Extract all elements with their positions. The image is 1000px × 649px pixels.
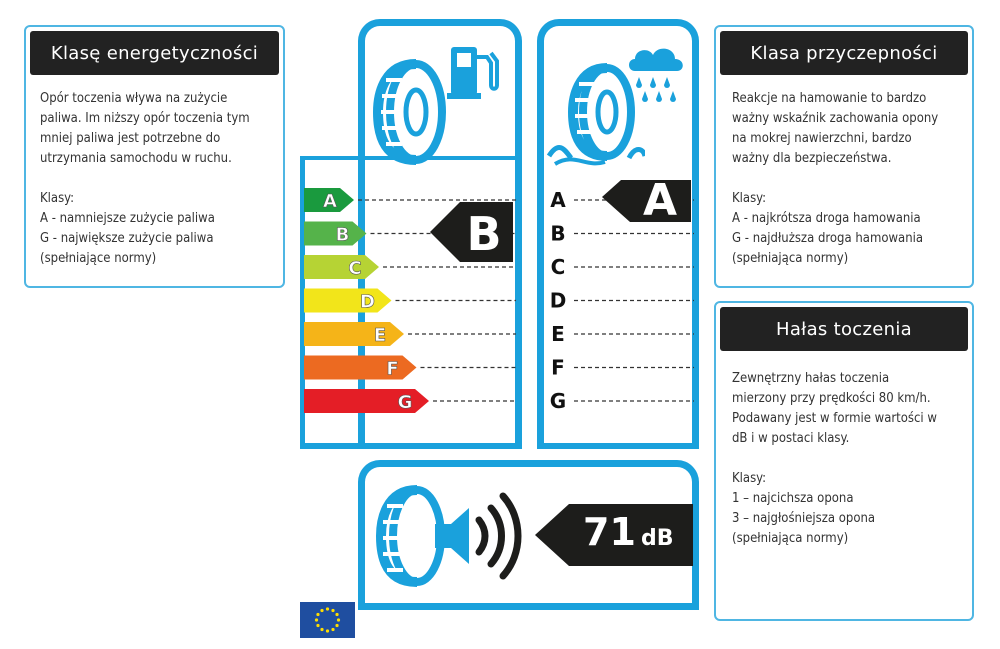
wet-panel-floor xyxy=(537,443,699,449)
noise-panel-floor xyxy=(358,603,699,610)
eu-flag-icon xyxy=(300,602,355,638)
rain-cloud-icon xyxy=(625,43,687,107)
eu-star xyxy=(316,624,319,627)
wet-rating-letter: A xyxy=(642,175,678,226)
energy-info-title: Klasę energetyczności xyxy=(30,31,279,75)
fuel-class-label-g: G xyxy=(397,392,413,413)
noise-db-unit: dB xyxy=(640,526,674,551)
noise-info-text: Zewnętrzny hałas toczenia mierzony przy prędkości 80 km/h. Podawany jest w formie wartości w dB i w postaci klasy. Klasy: 1 – najcichsza opona 3 – najgłośniejsza opona (spełniająca normy) xyxy=(732,371,937,546)
energy-info-box xyxy=(24,25,285,288)
speaker-waves-icon xyxy=(435,486,525,586)
noise-info-box xyxy=(714,301,974,621)
eu-star xyxy=(331,609,334,612)
wet-class-label-a: A xyxy=(550,188,566,212)
fuel-tire-icon xyxy=(372,58,448,166)
noise-info-title: Hałas toczenia xyxy=(720,307,968,351)
eu-star xyxy=(320,609,323,612)
fuel-class-label-f: F xyxy=(386,358,399,380)
grip-info-box xyxy=(714,25,974,288)
grip-info-text: Reakcje na hamowanie to bardzo ważny wskaźnik zachowania opony na mokrej nawierzchni, bardzo ważny dla bezpieczeństwa. Klasy: A - najkrótsza droga hamowania G - najdłuższa droga hamowania (spełniająca normy) xyxy=(732,91,939,266)
wet-class-label-d: D xyxy=(549,288,567,313)
eu-star xyxy=(331,628,334,631)
fuel-class-arrow-d xyxy=(304,289,392,313)
eu-star xyxy=(335,613,338,616)
fuel-rating-letter: B xyxy=(466,207,502,261)
fuel-class-arrow-e xyxy=(304,322,404,346)
wet-class-label-f: F xyxy=(551,355,565,380)
eu-star xyxy=(326,607,329,610)
wet-class-label-e: E xyxy=(551,322,565,346)
fuel-class-label-e: E xyxy=(373,325,387,346)
fuel-class-label-a: A xyxy=(323,191,337,212)
energy-info-text: Opór toczenia wływa na zużycie paliwa. Im niższy opór toczenia tym mniej paliwa jest potrzebne do utrzymania samochodu w ruchu. Klasy: A - namniejsze zużycie paliwa G - największe zużycie paliwa (spełniające normy) xyxy=(40,91,250,266)
eu-star xyxy=(316,613,319,616)
eu-star xyxy=(335,624,338,627)
wet-class-label-g: G xyxy=(549,389,567,413)
eu-star xyxy=(326,629,329,632)
noise-value xyxy=(583,510,693,560)
wet-class-label-b: B xyxy=(550,221,566,246)
fuel-class-label-b: B xyxy=(335,224,350,246)
fuel-class-arrow-c xyxy=(304,255,379,279)
fuel-class-label-d: D xyxy=(360,291,375,313)
wet-class-label-c: C xyxy=(550,255,566,279)
eu-star xyxy=(315,618,318,621)
fuel-class-label-c: C xyxy=(348,258,362,279)
eu-star xyxy=(337,618,340,621)
grip-info-title: Klasa przyczepności xyxy=(720,31,968,75)
fuel-panel-floor xyxy=(300,443,522,449)
eu-star xyxy=(320,628,323,631)
fuel-pump-icon xyxy=(447,43,503,101)
fuel-class-arrow-f xyxy=(304,356,417,380)
noise-db-number: 71 xyxy=(583,510,636,554)
